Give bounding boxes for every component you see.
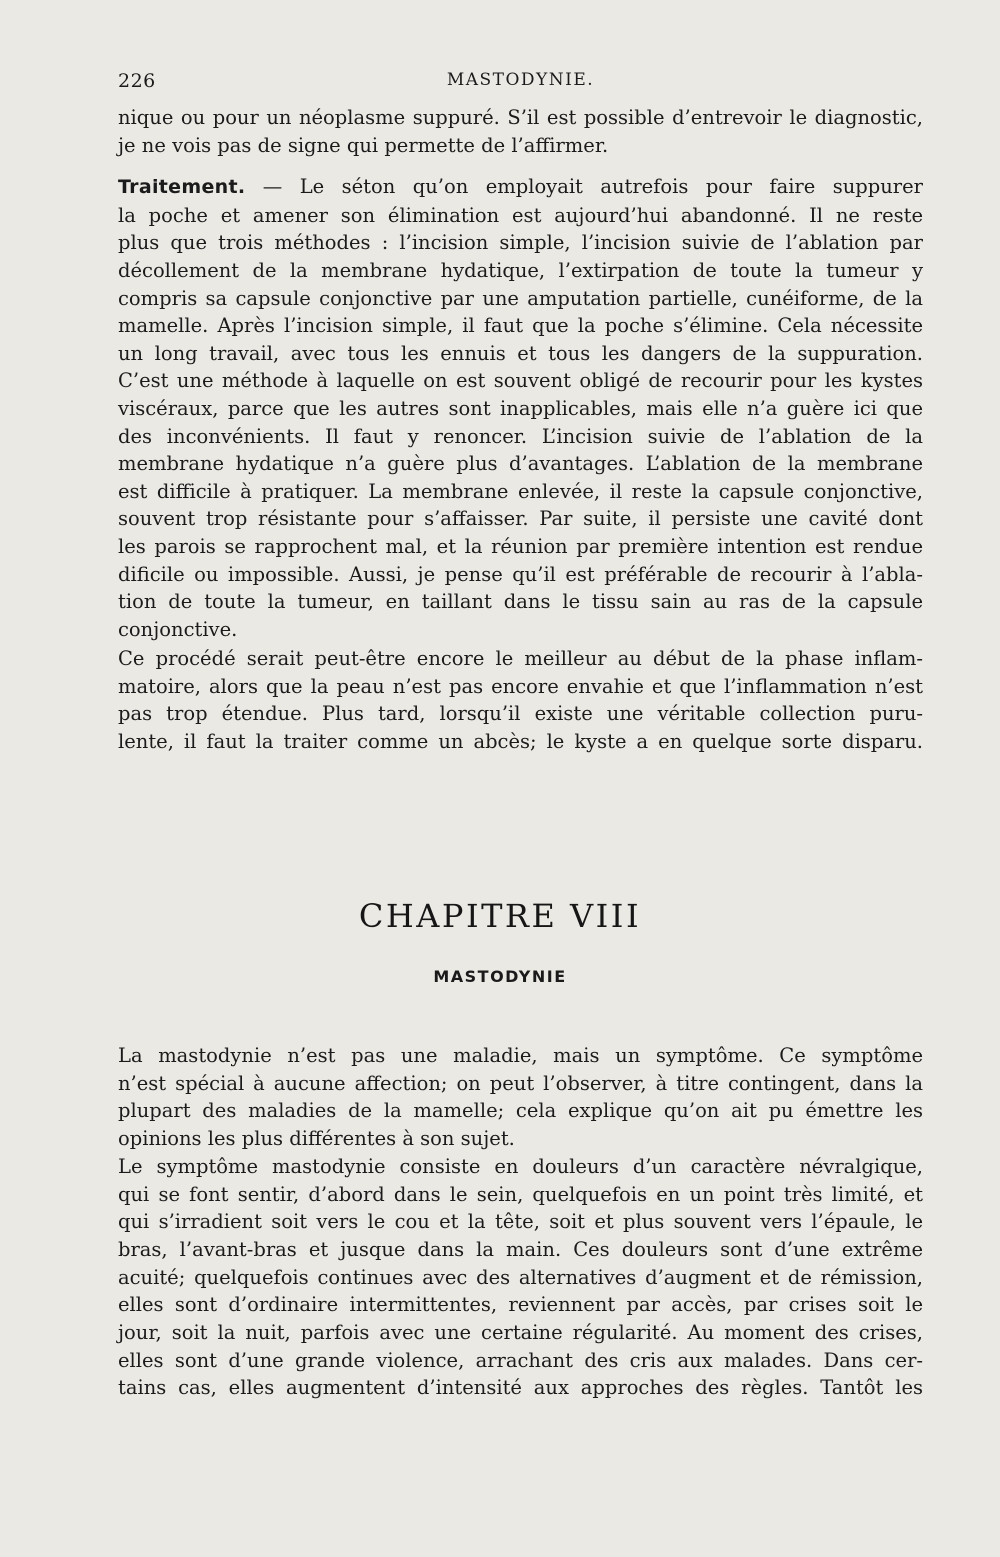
text-line: opinions les plus différentes à son sujet. — [118, 1127, 515, 1151]
text-line: plus que trois méthodes : l’incision simple, l’incision suivie de l’ablation par — [118, 231, 923, 255]
chapter-title: CHAPITRE VIII — [358, 897, 642, 935]
text-line: dificile ou impossible. Aussi, je pense qu’il est préférable de recourir à l’abla- — [118, 562, 923, 586]
text-line: décollement de la membrane hydatique, l’extirpation de toute la tumeur y — [118, 258, 923, 282]
text-line: compris sa capsule conjonctive par une amputation partielle, cunéiforme, de la — [118, 286, 923, 310]
text-line: jour, soit la nuit, parfois avec une certaine régularité. Au moment des crises, — [118, 1321, 923, 1345]
page-number: 226 — [118, 70, 156, 92]
text-line: la poche et amener son élimination est aujourd’hui abandonné. Il ne reste — [118, 203, 923, 227]
text-line: les parois se rapprochent mal, et la réunion par première intention est rendue — [118, 534, 923, 558]
text-line: elles sont d’une grande violence, arrachant des cris aux malades. Dans cer- — [118, 1348, 923, 1372]
text-line: est difficile à pratiquer. La membrane enlevée, il reste la capsule conjonctive, — [118, 479, 923, 503]
text-fragment: — Le séton qu’on employait autrefois pour faire suppurer — [245, 175, 923, 199]
text-line: Ce procédé serait peut-être encore le meilleur au début de la phase inflam- — [118, 647, 923, 671]
text-line — [118, 173, 923, 202]
paragraph-procede — [118, 645, 923, 755]
chapter-subtitle: MASTODYNIE — [433, 967, 567, 986]
text-line: matoire, alors que la peau n’est pas encore envahie et que l’inflammation n’est — [118, 674, 923, 698]
text-line: Le symptôme mastodynie consiste en douleurs d’un caractère névralgique, — [118, 1154, 923, 1178]
text-line: conjonctive. — [118, 617, 238, 641]
text-line: un long travail, avec tous les ennuis et tous les dangers de la suppuration. — [118, 341, 923, 365]
text-line: nique ou pour un néoplasme suppuré. S’il est possible d’entrevoir le diagnostic, — [118, 106, 923, 129]
text-line: pas trop étendue. Plus tard, lorsqu’il existe une véritable collection puru- — [118, 702, 923, 726]
text-line: qui se font sentir, d’abord dans le sein, quelquefois en un point très limité, et — [118, 1182, 923, 1206]
text-line: tion de toute la tumeur, en taillant dans le tissu sain au ras de la capsule — [118, 590, 923, 614]
text-line: tains cas, elles augmentent d’intensité aux approches des règles. Tantôt les — [118, 1376, 923, 1400]
text-line: lente, il faut la traiter comme un abcès; le kyste a en quelque sorte disparu. — [118, 730, 923, 754]
text-line: bras, l’avant-bras et jusque dans la main. Ces douleurs sont d’une extrême — [118, 1237, 923, 1261]
paragraph-definition — [118, 1042, 923, 1153]
paragraph-symptome — [118, 1153, 923, 1402]
text-line: membrane hydatique n’a guère plus d’avantages. L’ablation de la membrane — [118, 452, 923, 476]
text-line: elles sont d’ordinaire intermittentes, reviennent par accès, par crises soit le — [118, 1293, 923, 1317]
text-line: C’est une méthode à laquelle on est souvent obligé de recourir pour les kystes — [118, 369, 923, 393]
section-mastodynie — [118, 1042, 923, 1402]
section-treatment — [118, 104, 923, 756]
text-line: des inconvénients. Il faut y renoncer. L’incision suivie de l’ablation de la — [118, 424, 923, 448]
page-header — [118, 70, 923, 98]
text-line: souvent trop résistante pour s’affaisser. Par suite, il persiste une cavité dont — [118, 507, 923, 531]
paragraph-traitement — [118, 173, 923, 643]
text-line: viscéraux, parce que les autres sont inapplicables, mais elle n’a guère ici que — [118, 396, 923, 420]
run-in-heading: Traitement. — [118, 176, 246, 199]
running-title: MASTODYNIE. — [446, 70, 595, 90]
text-line: n’est spécial à aucune affection; on peut l’observer, à titre contingent, dans la — [118, 1071, 923, 1095]
text-line: plupart des maladies de la mamelle; cela explique qu’on ait pu émettre les — [118, 1099, 923, 1123]
text-line: qui s’irradient soit vers le cou et la tête, soit et plus souvent vers l’épaule, le — [118, 1210, 923, 1234]
text-line: La mastodynie n’est pas une maladie, mais un symptôme. Ce symptôme — [118, 1044, 923, 1067]
text-line: acuité; quelquefois continues avec des alternatives d’augment et de rémission, — [118, 1265, 923, 1289]
paragraph-diagnostic — [118, 104, 923, 159]
text-line: mamelle. Après l’incision simple, il faut que la poche s’élimine. Cela nécessite — [118, 314, 923, 338]
text-line: je ne vois pas de signe qui permette de l’affirmer. — [118, 133, 609, 157]
